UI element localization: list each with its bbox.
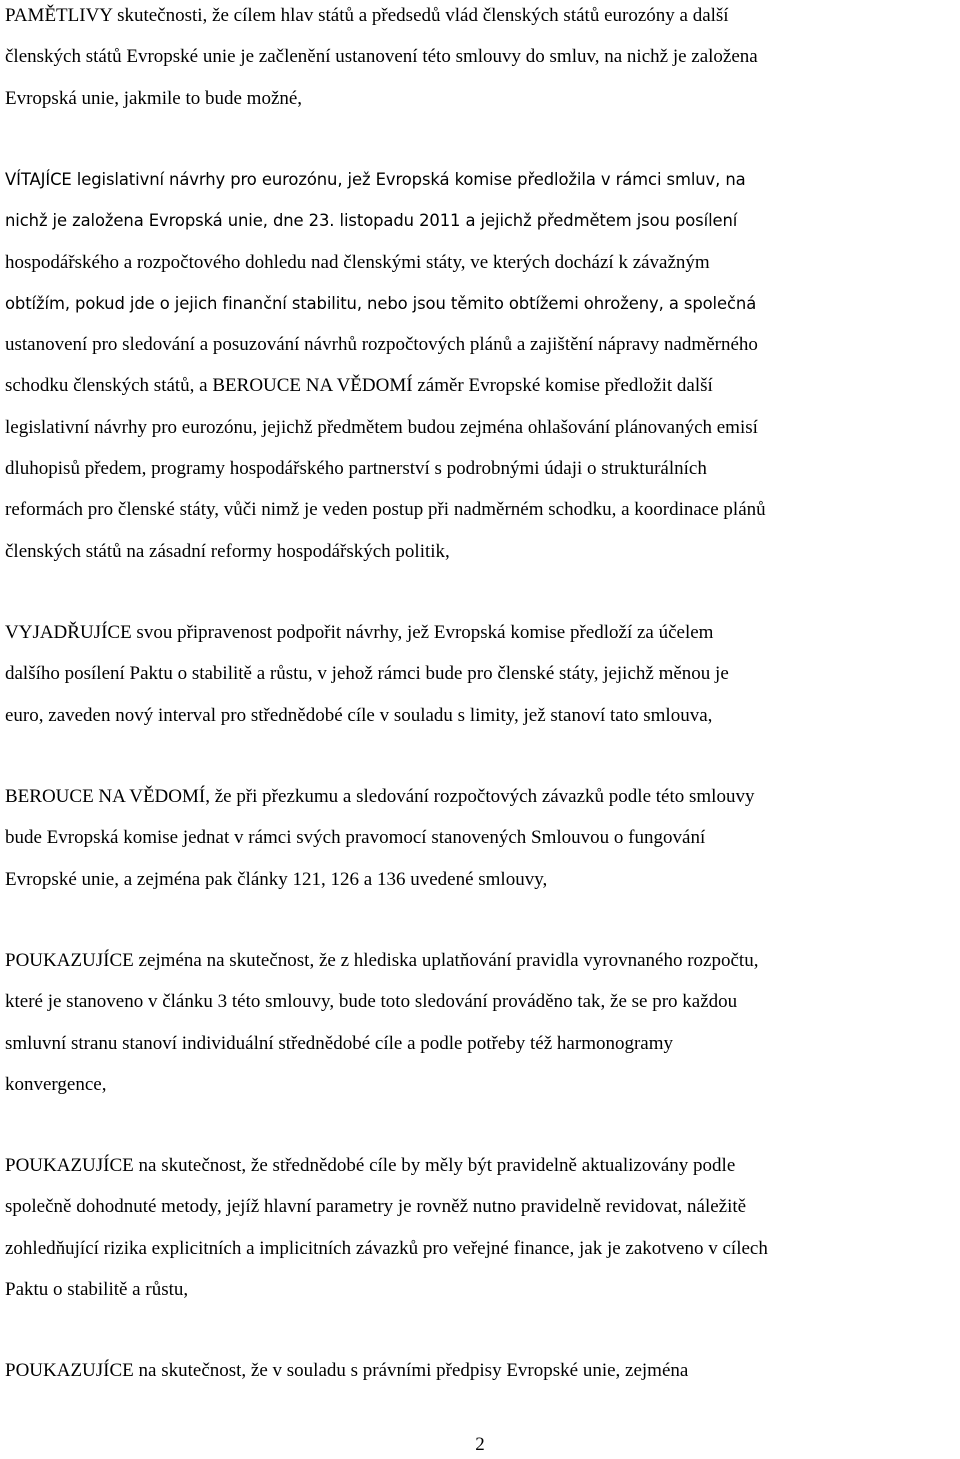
- text-line: které je stanoveno v článku 3 této smlouvy, bude toto sledování prováděno tak, že se pro každou: [5, 991, 738, 1013]
- text-line: nichž je založena Evropská unie, dne 23. listopadu 2011 a jejichž předmětem jsou posílení: [5, 211, 738, 231]
- text-line: členských států na zásadní reformy hospodářských politik,: [5, 540, 450, 562]
- paragraph-poukazujice-2: [5, 1145, 960, 1310]
- text-line: dalšího posílení Paktu o stabilitě a růstu, v jehož rámci bude pro členské státy, jejichž měnou je: [5, 663, 729, 685]
- paragraph-berouce: [5, 776, 960, 900]
- text-line: smluvní stranu stanoví individuální střednědobé cíle a podle potřeby též harmonogramy: [5, 1032, 674, 1054]
- text-line: POUKAZUJÍCE na skutečnost, že střednědobé cíle by měly být pravidelně aktualizovány podle: [5, 1155, 736, 1176]
- text-line: PAMĚTLIVY skutečnosti, že cílem hlav států a předsedů vlád členských států eurozóny a další: [5, 5, 729, 26]
- text-line: schodku členských států, a BEROUCE NA VĚDOMÍ záměr Evropské komise předložit další: [5, 375, 713, 397]
- page-number: 2: [475, 1434, 485, 1455]
- text-line: bude Evropská komise jednat v rámci svých pravomocí stanovených Smlouvou o fungování: [5, 827, 706, 849]
- text-line: POUKAZUJÍCE zejména na skutečnost, že z hlediska uplatňování pravidla vyrovnaného rozpočtu,: [5, 950, 759, 971]
- text-line: Evropská unie, jakmile to bude možné,: [5, 87, 303, 109]
- text-line: legislativní návrhy pro eurozónu, jejichž předmětem budou zejména ohlašování plánovaných emisí: [5, 416, 758, 438]
- text-line: společně dohodnuté metody, jejíž hlavní parametry je rovněž nutno pravidelně revidovat, náležitě: [5, 1196, 747, 1218]
- text-line: Evropské unie, a zejména pak články 121, 126 a 136 uvedené smlouvy,: [5, 868, 548, 890]
- text-line: hospodářského a rozpočtového dohledu nad členskými státy, ve kterých dochází k závažným: [5, 251, 710, 273]
- text-line: VYJADŘUJÍCE svou připravenost podpořit návrhy, jež Evropská komise předloží za účelem: [5, 622, 714, 643]
- text-line: zohledňující rizika explicitních a implicitních závazků pro veřejné finance, jak je zakotveno v cílech: [5, 1237, 768, 1259]
- text-line: POUKAZUJÍCE na skutečnost, že v souladu s právními předpisy Evropské unie, zejména: [5, 1360, 689, 1381]
- text-line: konvergence,: [5, 1073, 107, 1095]
- paragraph-pametlivy: [5, 0, 960, 119]
- text-line: dluhopisů předem, programy hospodářského partnerství s podrobnými údaji o strukturálních: [5, 458, 707, 480]
- paragraph-vitajice: [5, 159, 960, 572]
- text-line: reformách pro členské státy, vůči nimž je veden postup při nadměrném schodku, a koordinace plánů: [5, 499, 766, 521]
- text-line: VÍTAJÍCE legislativní návrhy pro eurozónu, jež Evropská komise předložila v rámci smluv, na: [5, 170, 746, 189]
- text-line: BEROUCE NA VĚDOMÍ, že při přezkumu a sledování rozpočtových závazků podle této smlouvy: [5, 786, 755, 807]
- text-line: obtížím, pokud jde o jejich finanční stabilitu, nebo jsou těmito obtížemi ohroženy, a společná: [5, 293, 757, 313]
- text-line: Paktu o stabilitě a růstu,: [5, 1278, 189, 1300]
- paragraph-vyjadrujice: [5, 612, 960, 736]
- paragraph-poukazujice-3: [5, 1350, 960, 1391]
- text-line: ustanovení pro sledování a posuzování návrhů rozpočtových plánů a zajištění nápravy nadměrného: [5, 334, 758, 356]
- paragraph-poukazujice-1: [5, 940, 960, 1105]
- text-line: euro, zaveden nový interval pro střednědobé cíle v souladu s limity, jež stanoví tato smlouva,: [5, 704, 713, 726]
- text-line: členských států Evropské unie je začlenění ustanovení této smlouvy do smluv, na nichž je založena: [5, 46, 758, 68]
